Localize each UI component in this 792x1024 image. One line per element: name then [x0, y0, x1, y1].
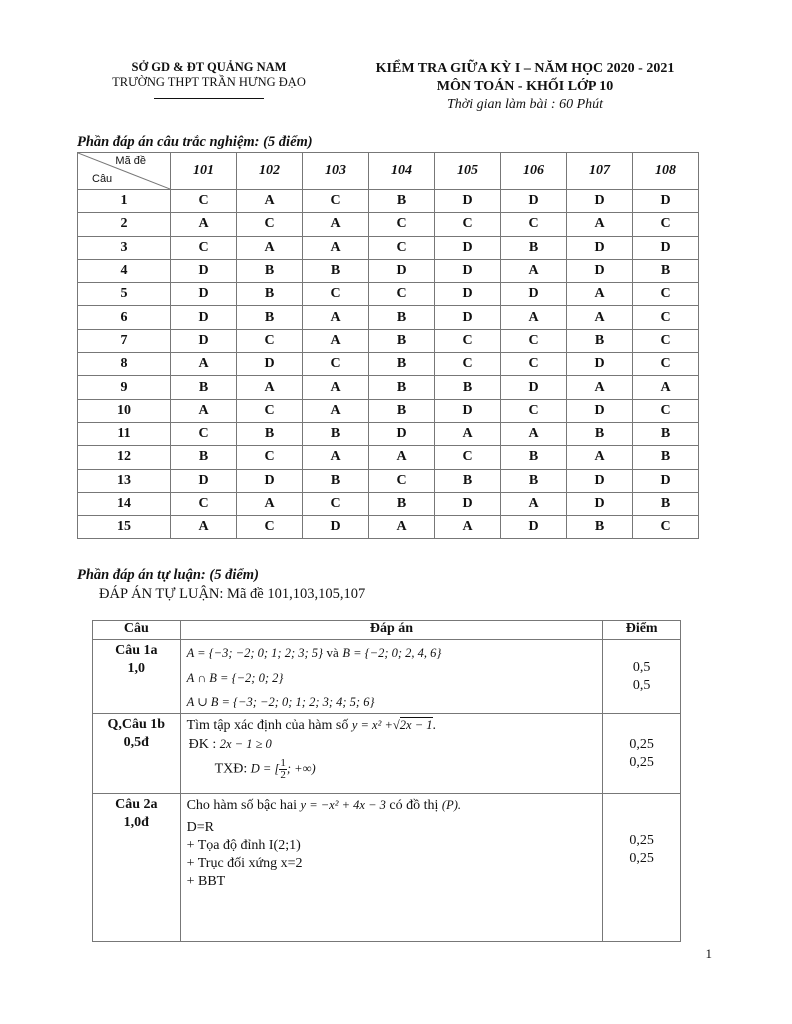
answer-cell: B	[369, 306, 435, 329]
answer-cell: A	[303, 376, 369, 399]
mc-row	[78, 516, 699, 539]
condition-math: 2x − 1 ≥ 0	[219, 737, 272, 751]
points-value: 0,25	[629, 736, 654, 752]
answer-cell: C	[633, 353, 699, 376]
answer-cell: D	[633, 469, 699, 492]
points-value: 0,5	[632, 677, 651, 693]
mc-row	[78, 399, 699, 422]
answer-cell: C	[171, 492, 237, 515]
sqrt-symbol: √	[392, 718, 400, 732]
mc-row	[78, 259, 699, 282]
answer-cell: D	[303, 516, 369, 539]
exam-code-header: 107	[567, 153, 633, 190]
points-cell	[603, 714, 681, 794]
answer-cell: C	[435, 353, 501, 376]
answer-cell: A	[303, 446, 369, 469]
answer-cell: C	[171, 190, 237, 213]
mc-row	[78, 306, 699, 329]
answer-cell: D	[171, 283, 237, 306]
question-number: 5	[78, 283, 171, 306]
union-result: A ∪ B = {−3; −2; 0; 1; 2; 3; 4; 5; 6}	[186, 695, 375, 709]
exam-code-header: 104	[369, 153, 435, 190]
question-number: 10	[78, 399, 171, 422]
answer-cell: B	[303, 259, 369, 282]
answer-cell: D	[567, 190, 633, 213]
exam-code-header: 103	[303, 153, 369, 190]
question-points: 1,0	[127, 661, 146, 676]
question-cell	[93, 640, 181, 714]
answer-cell: D	[501, 376, 567, 399]
answer-cell: C	[633, 283, 699, 306]
answer-cell: C	[435, 329, 501, 352]
answer-cell: A	[567, 306, 633, 329]
mc-section-title: Phần đáp án câu trắc nghiệm: (5 điểm)	[77, 134, 313, 150]
function-lhs: y = x² +	[351, 718, 393, 732]
answer-cell: D	[435, 190, 501, 213]
answer-cell: B	[237, 422, 303, 445]
mc-row	[78, 422, 699, 445]
answer-cell: A	[501, 259, 567, 282]
answer-cell: A	[567, 213, 633, 236]
points-cell	[603, 794, 681, 942]
question-label: Câu 2a	[115, 797, 158, 812]
answer-cell: A	[303, 306, 369, 329]
exam-code-header: 106	[501, 153, 567, 190]
answer-cell: B	[567, 329, 633, 352]
answer-line: + BBT	[186, 874, 226, 889]
answer-cell: B	[171, 376, 237, 399]
intersection-result: A ∩ B = {−2; 0; 2}	[186, 671, 284, 685]
essay-header-points: Điểm	[603, 621, 681, 640]
essay-section-title: Phần đáp án tự luận: (5 điểm)	[77, 567, 259, 583]
essay-header-answer: Đáp án	[180, 621, 603, 640]
answer-cell: D	[567, 399, 633, 422]
answer-cell: C	[435, 213, 501, 236]
answer-cell: B	[303, 422, 369, 445]
answer-cell: A	[501, 306, 567, 329]
answer-cell: C	[633, 399, 699, 422]
answer-cell: B	[567, 422, 633, 445]
answer-cell: B	[369, 376, 435, 399]
mc-header-row	[78, 153, 699, 190]
answer-cell: C	[303, 492, 369, 515]
answer-cell: C	[237, 329, 303, 352]
answer-cell: C	[237, 446, 303, 469]
answer-cell: B	[237, 259, 303, 282]
exam-code-header: 108	[633, 153, 699, 190]
essay-header-question: Câu	[93, 621, 181, 640]
answer-cell: B	[633, 492, 699, 515]
answer-cell: A	[369, 446, 435, 469]
question-number: 8	[78, 353, 171, 376]
answer-cell: D	[171, 306, 237, 329]
question-label: Q,Câu 1b	[107, 717, 166, 732]
exam-code-header: 102	[237, 153, 303, 190]
question-cell	[93, 794, 181, 942]
answer-cell: B	[435, 376, 501, 399]
answer-cell: C	[633, 329, 699, 352]
question-cell	[93, 714, 181, 794]
page-number: 1	[705, 946, 712, 961]
points-value: 0,25	[629, 851, 654, 866]
answer-cell: B	[237, 306, 303, 329]
answer-cell: D	[567, 469, 633, 492]
answer-cell: C	[303, 283, 369, 306]
answer-cell: B	[369, 353, 435, 376]
answer-cell: C	[237, 516, 303, 539]
question-number: 9	[78, 376, 171, 399]
answer-line: + Tọa độ đỉnh I(2;1)	[186, 838, 301, 853]
answer-cell: B	[633, 446, 699, 469]
answer-cell: C	[501, 329, 567, 352]
question-number: 14	[78, 492, 171, 515]
answer-cell: A	[237, 492, 303, 515]
answer-cell: B	[237, 283, 303, 306]
mc-row	[78, 190, 699, 213]
condition-label: ĐK :	[188, 737, 217, 752]
answer-cell: B	[633, 422, 699, 445]
answer-cell: D	[435, 306, 501, 329]
sentence-dot: .	[432, 718, 437, 733]
mc-row	[78, 492, 699, 515]
answer-cell: C	[435, 446, 501, 469]
answer-cell: D	[369, 422, 435, 445]
department-name: SỞ GD & ĐT QUẢNG NAM	[131, 60, 287, 74]
question-number: 2	[78, 213, 171, 236]
exam-duration: Thời gian làm bài : 60 Phút	[446, 97, 604, 112]
question-text: Cho hàm số bậc hai	[186, 798, 298, 813]
corner-label-code: Mã đề	[115, 155, 146, 167]
answer-cell: C	[171, 422, 237, 445]
answer-cell: C	[369, 469, 435, 492]
answer-cell: C	[237, 399, 303, 422]
points-value: 0,25	[629, 754, 654, 770]
answer-cell: D	[237, 469, 303, 492]
essay-row-1a	[93, 640, 681, 714]
answer-cell: C	[501, 399, 567, 422]
answer-cell: D	[567, 259, 633, 282]
sqrt-radicand: 2x − 1	[399, 718, 433, 732]
answer-cell: D	[435, 236, 501, 259]
fraction	[279, 758, 287, 781]
answer-cell: A	[435, 516, 501, 539]
answer-cell: C	[171, 236, 237, 259]
answer-cell: A	[501, 492, 567, 515]
answer-cell: D	[237, 353, 303, 376]
mc-row	[78, 446, 699, 469]
answer-cell: B	[501, 236, 567, 259]
essay-header-row	[93, 621, 681, 640]
question-number: 11	[78, 422, 171, 445]
answer-cell: C	[633, 213, 699, 236]
answer-cell: B	[171, 446, 237, 469]
answer-cell: D	[171, 329, 237, 352]
domain-rhs: ; +∞)	[286, 761, 316, 776]
question-number: 15	[78, 516, 171, 539]
essay-row-2a	[93, 794, 681, 942]
graph-name: (P).	[441, 798, 461, 812]
answer-cell: C	[369, 213, 435, 236]
answer-cell: C	[237, 213, 303, 236]
answer-cell: B	[303, 469, 369, 492]
exam-code-header: 105	[435, 153, 501, 190]
answer-cell	[180, 714, 603, 794]
domain-lhs: D = [	[250, 761, 280, 776]
answer-cell: A	[237, 376, 303, 399]
answer-cell: B	[567, 516, 633, 539]
mc-row	[78, 329, 699, 352]
answer-cell: D	[567, 492, 633, 515]
answer-cell: D	[633, 190, 699, 213]
header-right	[345, 60, 705, 114]
header-divider	[154, 98, 264, 99]
answer-cell: A	[303, 329, 369, 352]
mc-corner-cell	[78, 153, 171, 190]
answer-cell: A	[435, 422, 501, 445]
question-number: 6	[78, 306, 171, 329]
mc-row	[78, 283, 699, 306]
answer-cell: B	[369, 329, 435, 352]
answer-cell: C	[303, 353, 369, 376]
essay-answer-table	[92, 620, 681, 942]
answer-cell: D	[501, 190, 567, 213]
question-number: 7	[78, 329, 171, 352]
exam-subject: MÔN TOÁN - KHỐI LỚP 10	[436, 79, 614, 94]
answer-cell: A	[171, 353, 237, 376]
answer-cell: B	[369, 190, 435, 213]
answer-cell: A	[171, 399, 237, 422]
answer-cell: D	[435, 492, 501, 515]
function-expression: y = −x² + 4x − 3	[300, 798, 386, 812]
answer-cell: D	[369, 259, 435, 282]
essay-subtitle: ĐÁP ÁN TỰ LUẬN: Mã đề 101,103,105,107	[99, 586, 366, 602]
mc-row	[78, 469, 699, 492]
answer-cell: A	[633, 376, 699, 399]
answer-cell: D	[567, 236, 633, 259]
points-value: 0,25	[629, 833, 654, 848]
answer-line: + Trục đối xứng x=2	[186, 856, 303, 871]
mc-row	[78, 353, 699, 376]
answer-cell: B	[435, 469, 501, 492]
answer-cell: D	[435, 283, 501, 306]
answer-cell: D	[171, 259, 237, 282]
answer-cell: A	[171, 213, 237, 236]
answer-cell: B	[369, 399, 435, 422]
answer-cell: D	[501, 283, 567, 306]
question-text-tail: có đồ thị	[389, 798, 439, 813]
mc-answer-table	[77, 152, 699, 539]
answer-cell: C	[501, 213, 567, 236]
answer-cell: A	[501, 422, 567, 445]
set-a: A = {−3; −2; 0; 1; 2; 3; 5}	[186, 646, 324, 660]
set-b: B = {−2; 0; 2, 4, 6}	[342, 646, 442, 660]
answer-cell: A	[303, 399, 369, 422]
essay-row-1b	[93, 714, 681, 794]
question-points: 1,0đ	[123, 815, 149, 830]
answer-cell: A	[303, 213, 369, 236]
answer-cell: D	[435, 259, 501, 282]
header-left	[78, 60, 340, 99]
fraction-denominator: 2	[280, 769, 286, 781]
fraction-numerator: 1	[280, 757, 286, 769]
answer-cell	[180, 794, 603, 942]
answer-cell: C	[369, 236, 435, 259]
points-value: 0,5	[632, 659, 651, 675]
answer-cell: A	[171, 516, 237, 539]
question-number: 1	[78, 190, 171, 213]
mc-row	[78, 236, 699, 259]
points-cell	[603, 640, 681, 714]
school-name: TRƯỜNG THPT TRẦN HƯNG ĐẠO	[112, 75, 306, 89]
question-number: 3	[78, 236, 171, 259]
answer-cell: B	[633, 259, 699, 282]
answer-cell: D	[435, 399, 501, 422]
question-number: 12	[78, 446, 171, 469]
answer-cell: B	[501, 469, 567, 492]
answer-cell: A	[303, 236, 369, 259]
mc-table-body	[78, 190, 699, 539]
exam-code-header: 101	[171, 153, 237, 190]
answer-cell: A	[369, 516, 435, 539]
answer-cell: B	[501, 446, 567, 469]
answer-cell: A	[567, 283, 633, 306]
answer-cell: A	[567, 446, 633, 469]
answer-cell: C	[633, 306, 699, 329]
exam-title: KIỂM TRA GIỮA KỲ I – NĂM HỌC 2020 - 2021	[375, 61, 675, 76]
answer-cell: D	[633, 236, 699, 259]
answer-cell: C	[501, 353, 567, 376]
answer-line: D=R	[186, 820, 214, 835]
answer-cell: A	[567, 376, 633, 399]
answer-cell: D	[501, 516, 567, 539]
answer-cell: C	[369, 283, 435, 306]
answer-cell: C	[303, 190, 369, 213]
answer-cell: A	[237, 236, 303, 259]
question-points: 0,5đ	[123, 735, 149, 750]
corner-label-question: Câu	[92, 173, 113, 185]
answer-cell: D	[171, 469, 237, 492]
mc-row	[78, 213, 699, 236]
answer-cell: C	[633, 516, 699, 539]
question-label: Câu 1a	[115, 643, 158, 658]
answer-cell: D	[567, 353, 633, 376]
question-number: 4	[78, 259, 171, 282]
mc-row	[78, 376, 699, 399]
question-text: Tìm tập xác định của hàm số	[186, 718, 349, 733]
answer-cell: A	[237, 190, 303, 213]
question-number: 13	[78, 469, 171, 492]
domain-label: TXĐ:	[214, 761, 248, 777]
conjunction-text: và	[326, 645, 339, 660]
answer-cell	[180, 640, 603, 714]
answer-cell: B	[369, 492, 435, 515]
